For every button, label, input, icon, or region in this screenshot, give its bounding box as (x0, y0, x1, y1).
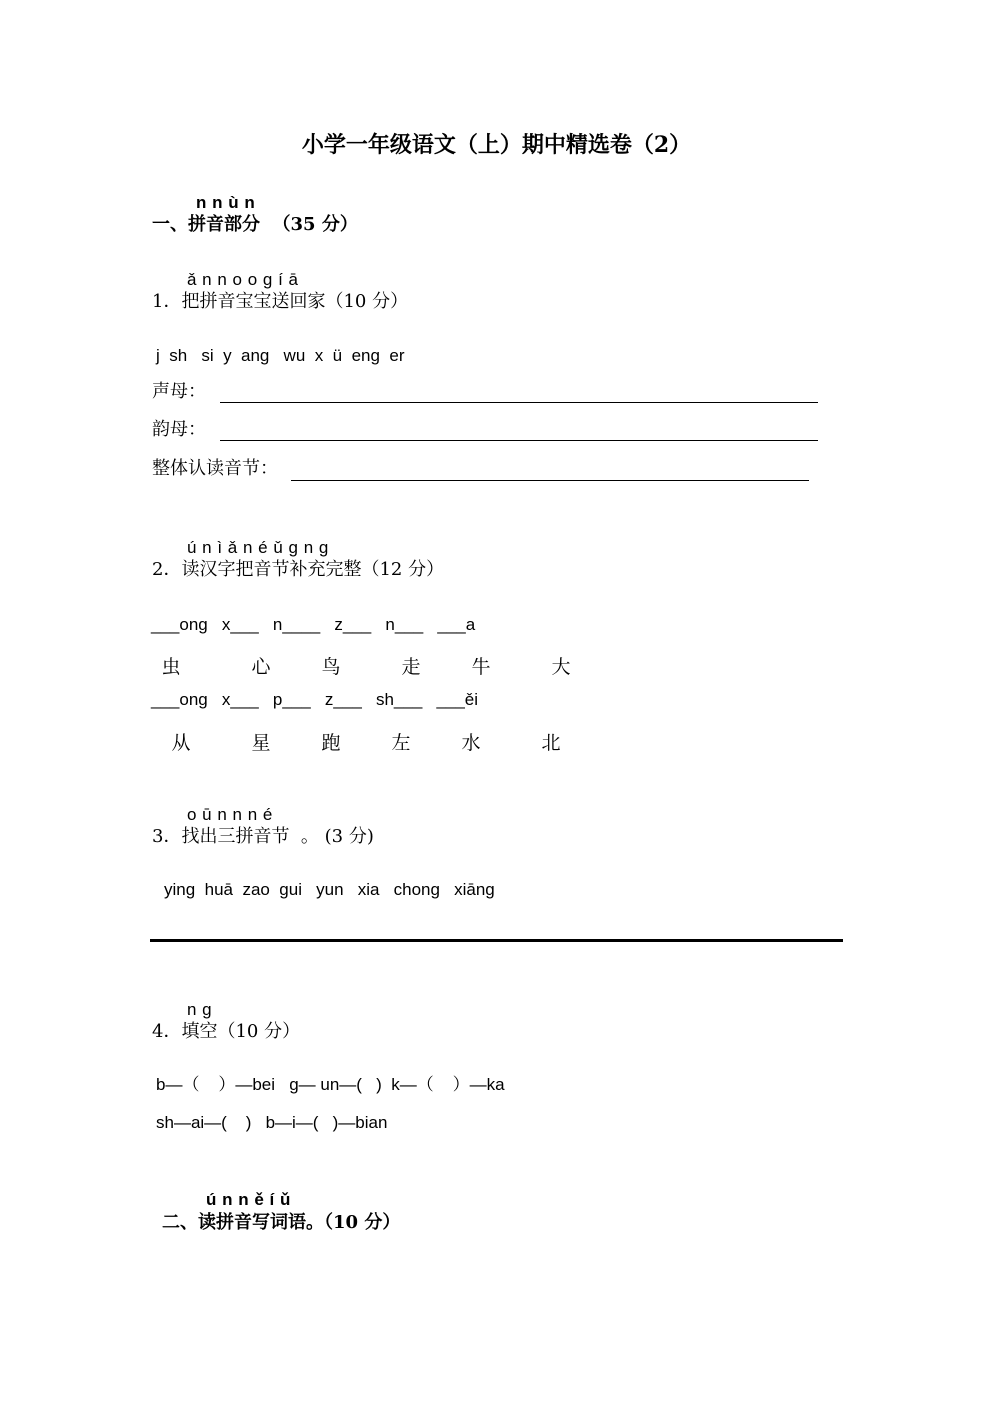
q4-row2: sh—ai—( ) b—i—( )—bian (156, 1113, 388, 1132)
q2-row2-char: 北 (541, 732, 561, 754)
q2-row1-char: 大 (551, 656, 571, 678)
q2-row1-pinyin: ___ong x___ n____ z___ n___ ___a (151, 615, 476, 634)
q2-row2-char: 水 (461, 732, 481, 754)
q2-row1-char: 心 (251, 656, 271, 678)
shengmu-label: 声母： (152, 381, 206, 402)
q2-row2-char: 从 (171, 732, 191, 754)
shengmu-answer-line[interactable] (220, 402, 818, 403)
section1-pinyin: n n ù n (196, 193, 256, 212)
q2-row1-char: 鸟 (321, 656, 341, 678)
q3-items: ying huā zao gui yun xia chong xiāng (164, 880, 495, 899)
section1-heading: 一、拼音部分 （35 分） (152, 214, 358, 235)
page-title: 小学一年级语文（上）期中精选卷（2） (301, 132, 692, 158)
yunmu-answer-line[interactable] (220, 440, 818, 441)
q2-row2-char: 星 (251, 732, 271, 754)
q2-row1-char: 走 (401, 656, 421, 678)
q2-heading: 2．读汉字把音节补充完整（12 分） (152, 559, 445, 580)
q2-row1-char: 虫 (161, 656, 181, 678)
zhengti-answer-line[interactable] (291, 480, 809, 481)
q4-row1: b—（ ）—bei g— un—( ) k—（ ）—ka (156, 1075, 505, 1094)
section2-heading: 二、读拼音写词语。（10 分） (162, 1212, 401, 1233)
q1-pinyin: ǎ n n o o g í ā (187, 270, 299, 289)
q2-row1-char: 牛 (471, 656, 491, 678)
q4-heading: 4．填空（10 分） (152, 1021, 301, 1042)
q3-pinyin: o ū n n n é (187, 805, 273, 824)
q2-row2-pinyin: ___ong x___ p___ z___ sh___ ___ěi (151, 690, 479, 709)
q2-pinyin: ú n ì ǎ n é ǔ g n g (187, 538, 329, 557)
q4-pinyin: n ɡ (187, 1000, 213, 1019)
q3-answer-line[interactable] (150, 939, 843, 942)
q2-row2-char: 跑 (321, 732, 341, 754)
q3-heading: 3．找出三拼音节 。 (3 分) (152, 826, 374, 847)
yunmu-label: 韵母： (152, 419, 206, 440)
q1-items: j sh si y ang wu x ü eng er (156, 346, 405, 365)
section2-pinyin: ú n n ě í ǔ (206, 1190, 291, 1209)
zhengti-label: 整体认读音节： (152, 458, 278, 479)
q2-row2-char: 左 (391, 732, 411, 754)
q1-heading: 1．把拼音宝宝送回家（10 分） (152, 291, 409, 312)
